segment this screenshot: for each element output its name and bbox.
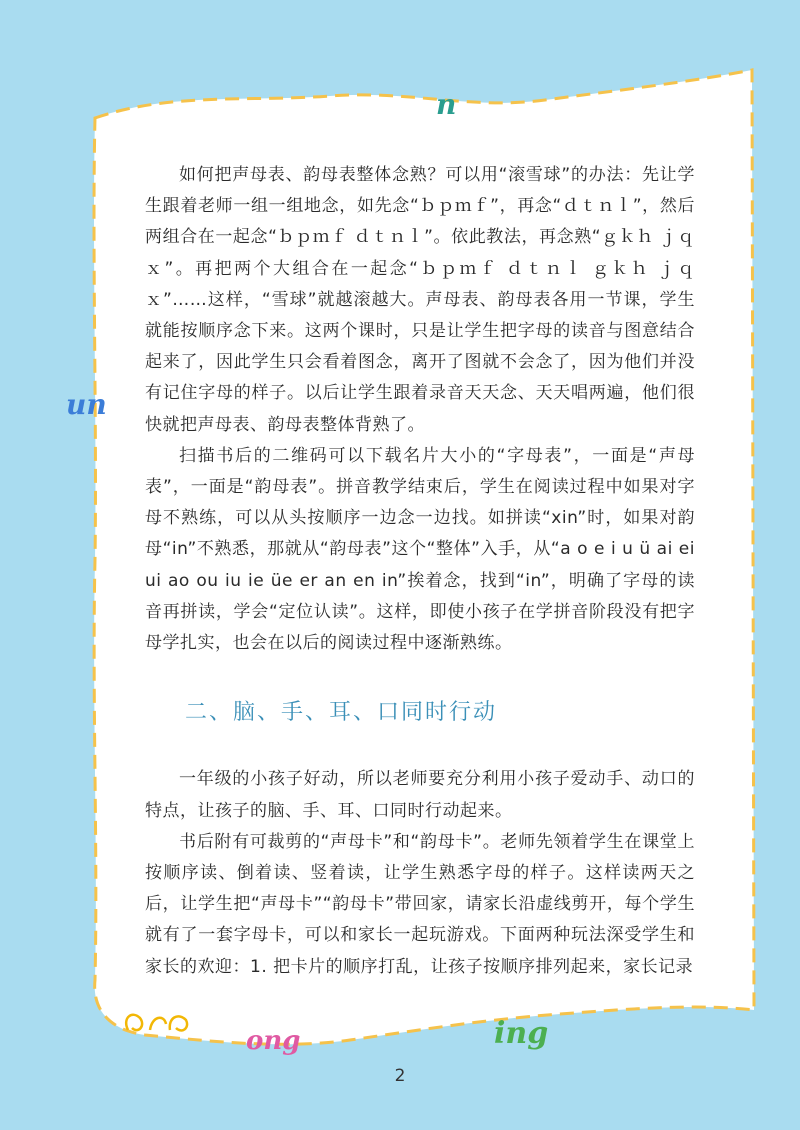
letter-un-decoration: un [66,388,107,421]
page-number: 2 [394,1066,406,1086]
letter-ing-decoration: ing [494,1016,549,1051]
paragraph: 一年级的小孩子好动，所以老师要充分利用小孩子爱动手、动口的特点，让孩子的脑、手、耳、口同时行动起来。 [145,769,695,821]
section-heading: 二、脑、手、耳、口同时行动 [185,700,498,726]
letter-n-decoration: n [436,88,457,121]
letter-ong-decoration: ong [246,1026,301,1056]
paragraph: 如何把声母表、韵母表整体念熟？可以用“滚雪球”的办法：先让学生跟着老师一组一组地念，如先念“ｂｐｍｆ”，再念“ｄｔｎｌ”，然后两组合在一起念“ｂｐｍｆ ｄｔｎｌ”。依此教法，再念熟“ｇｋｈ ｊｑｘ”。再把两个大组合在一起念“ｂｐｍｆ ｄｔｎｌ ｇｋｈ ｊｑｘ”……这样，“雪球”就越滚越大。声母表、韵母表各用一节课，学生就能按顺序念下来。这两个课时，只是让学生把字母的读音与图意结合起来了，因此学生只会看着图念，离开了图就不会念了，因为他们并没有记住字母的样子。以后让学生跟着录音天天念、天天唱两遍，他们很快就把声母表、韵母表整体背熟了。 [145,165,695,435]
article-body [145,160,695,983]
paragraph: 扫描书后的二维码可以下载名片大小的“字母表”，一面是“声母表”，一面是“韵母表”。拼音教学结束后，学生在阅读过程中如果对字母不熟练，可以从头按顺序一边念一边找。如拼读“xin”时，如果对韵母“in”不熟悉，那就从“韵母表”这个“整体”入手，从“a o e i u ü ai ei ui ao ou iu ie üe er an en in”挨着念，找到“in”，明确了字母的读音再拼读，学会“定位认读”。这样，即使小孩子在学拼音阶段没有把字母学扎实，也会在以后的阅读过程中逐渐熟练。 [145,445,695,654]
paragraph: 书后附有可裁剪的“声母卡”和“韵母卡”。老师先领着学生在课堂上按顺序读、倒着读、竖着读，让学生熟悉字母的样子。这样读两天之后，让学生把“声母卡”“韵母卡”带回家，请家长沿虚线剪开，每个学生就有了一套字母卡，可以和家长一起玩游戏。下面两种玩法深受学生和家长的欢迎：1. 把卡片的顺序打乱，让孩子按顺序排列起来，家长记录 [145,831,695,977]
